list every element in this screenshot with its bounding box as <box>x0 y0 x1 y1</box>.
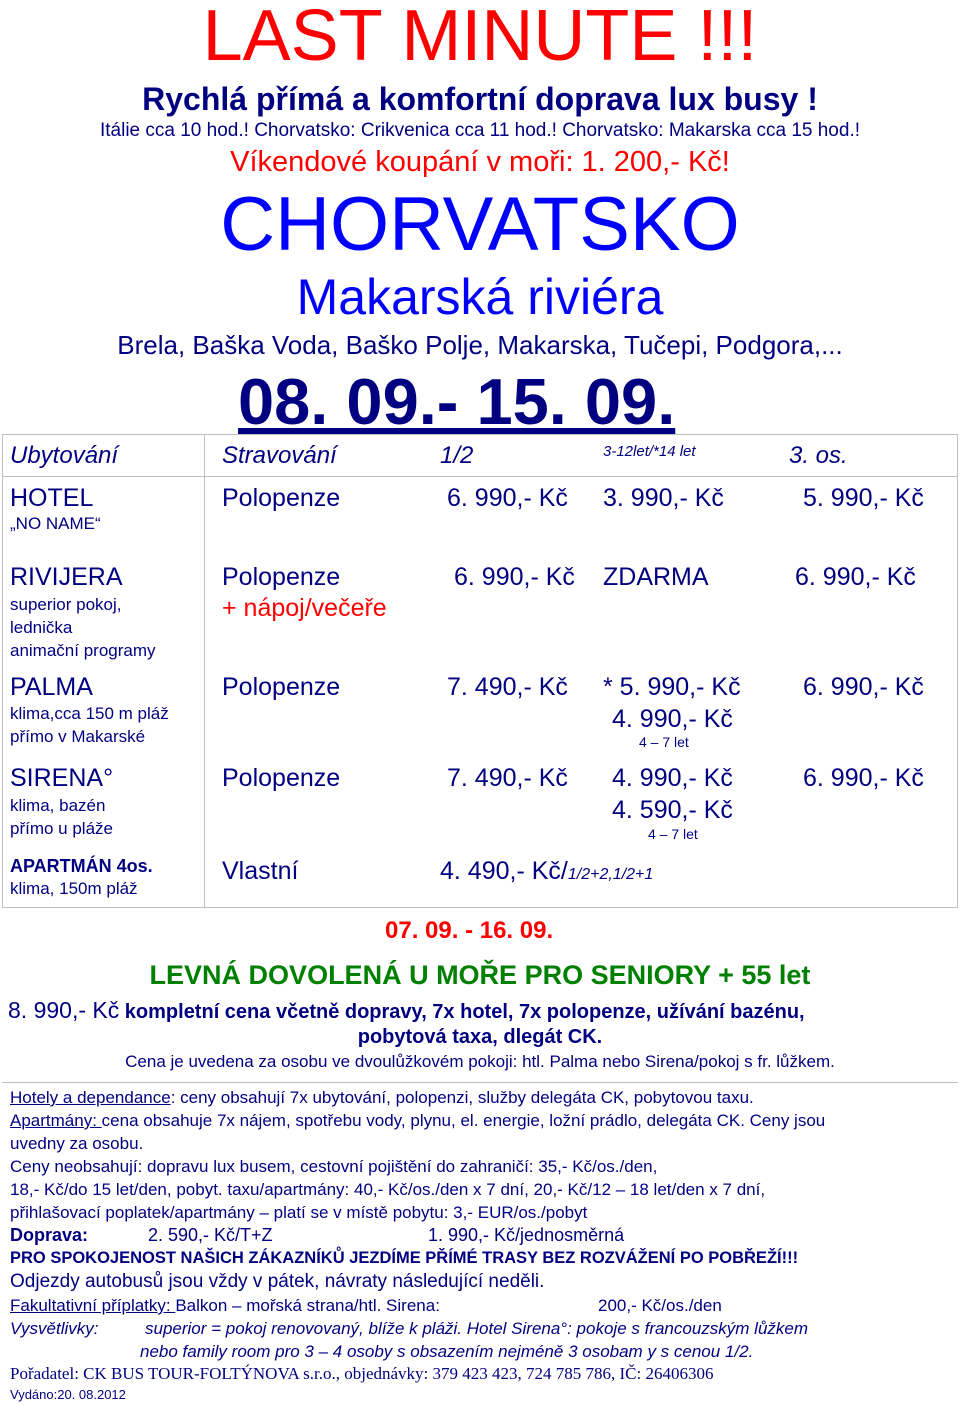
third-price-rivijera: 6. 990,- Kč <box>795 563 916 591</box>
hotel-desc-sirena: klima, bazén přímo u pláže <box>10 796 113 838</box>
child-price-rivijera: ZDARMA <box>603 563 709 591</box>
transport-oneway: 1. 990,- Kč/jednosměrná <box>428 1225 625 1245</box>
child-note-sirena: 4 – 7 let <box>648 826 698 842</box>
issued-date: Vydáno:20. 08.2012 <box>10 1387 126 1402</box>
third-price-noname: 5. 990,- Kč <box>803 484 924 512</box>
places-list: Brela, Baška Voda, Baško Polje, Makarska, Tučepi, Podgora,... <box>117 330 843 360</box>
apartment-name: APARTMÁN 4os. <box>10 856 153 876</box>
subtitle: Rychlá přímá a komfortní doprava lux busy ! <box>142 81 818 117</box>
board-noname: Polopenze <box>222 484 341 512</box>
price-palma: 7. 490,- Kč <box>447 673 568 701</box>
child-note-palma: 4 – 7 let <box>639 734 689 750</box>
hotel-name-rivijera: RIVIJERA <box>10 563 123 591</box>
col-header-accommodation: Ubytování <box>10 442 119 469</box>
optional-price: 200,- Kč/os./den <box>598 1296 722 1315</box>
exclusions-2: 18,- Kč/do 15 let/den, pobyt. taxu/apartmány: 40,- Kč/os./den x 7 dní, 20,- Kč/12 – 18 let/den x 7 dní, <box>10 1180 766 1199</box>
legend-text-2: nebo family room pro 3 – 4 osoby s obsazením nejméně 3 osobam y s cenou 1/2. <box>140 1342 754 1361</box>
country-title: CHORVATSKO <box>220 182 740 267</box>
board-rivijera: Polopenze <box>222 563 341 591</box>
hotel-name-noname: HOTEL <box>10 484 94 512</box>
apartments-info: Apartmány: cena obsahuje 7x nájem, spotřebu vody, plynu, el. energie, ložní prádlo, delegáta CK. Ceny jsou <box>10 1111 826 1130</box>
senior-title: LEVNÁ DOVOLENÁ U MOŘE PRO SENIORY + 55 let <box>149 960 811 990</box>
apartments-info-2: uvedny za osobu. <box>10 1134 144 1153</box>
child-price2-palma: 4. 990,- Kč <box>612 705 733 733</box>
apartment-desc: klima, 150m pláž <box>10 879 138 898</box>
hotels-info: Hotely a dependance: ceny obsahují 7x ubytování, polopenzi, služby delegáta CK, pobytovou taxu. <box>10 1088 754 1107</box>
exclusions-3: přihlašovací poplatek/apartmány – platí se v místě pobytu: 3,- EUR/os./pobyt <box>10 1203 588 1222</box>
hotel-name-palma: PALMA <box>10 673 93 701</box>
hotel-sub-noname: „NO NAME“ <box>10 514 101 533</box>
col-header-board: Stravování <box>222 442 337 469</box>
price-sirena: 7. 490,- Kč <box>447 764 568 792</box>
col-header-half: 1/2 <box>440 442 474 469</box>
child-price-noname: 3. 990,- Kč <box>603 484 724 512</box>
col-header-child: 3-12let/*14 let <box>603 443 696 460</box>
legend-label: Vysvětlivky: <box>10 1319 99 1338</box>
child-price-palma: * 5. 990,- Kč <box>603 673 741 701</box>
third-price-palma: 6. 990,- Kč <box>803 673 924 701</box>
child-price-sirena: 4. 990,- Kč <box>612 764 733 792</box>
senior-desc2: pobytová taxa, dlegát CK. <box>357 1026 603 1048</box>
travel-times: Itálie cca 10 hod.! Chorvatsko: Crikvenica cca 11 hod.! Chorvatsko: Makarska cca 15 hod.! <box>99 120 861 141</box>
region-title: Makarská riviéra <box>296 269 664 325</box>
transport-label: Doprava: <box>10 1225 89 1245</box>
senior-note: Cena je uvedena za osobu ve dvoulůžkovém pokoji: htl. Palma nebo Sirena/pokoj s fr. lůžkem. <box>125 1052 835 1071</box>
organizer: Pořadatel: CK BUS TOUR-FOLTÝNOVA s.r.o., objednávky: 379 423 423, 724 785 786, IČ: 26406306 <box>10 1364 714 1383</box>
headline: LAST MINUTE !!! <box>202 0 758 76</box>
child-price2-sirena: 4. 590,- Kč <box>612 796 733 824</box>
exclusions-1: Ceny neobsahují: dopravu lux busem, cestovní pojištění do zahraničí: 35,- Kč/os./den, <box>10 1157 658 1176</box>
hotel-name-sirena: SIRENA° <box>10 764 114 792</box>
optional-surcharges: Fakultativní příplatky: Balkon – mořská strana/htl. Sirena: <box>10 1296 440 1315</box>
board-palma: Polopenze <box>222 673 341 701</box>
col-header-third: 3. os. <box>789 442 848 469</box>
board-apartment: Vlastní <box>222 857 299 885</box>
price-apartment: 4. 490,- Kč/1/2+2,1/2+1 <box>440 857 654 885</box>
dates-title: 08. 09.- 15. 09. <box>238 365 676 438</box>
satisfaction-note: PRO SPOKOJENOST NAŠICH ZÁKAZNÍKŮ JEZDÍME PŘÍMÉ TRASY BEZ ROZVÁŽENÍ PO POBŘEŽÍ!!! <box>10 1249 799 1267</box>
third-price-sirena: 6. 990,- Kč <box>803 764 924 792</box>
legend-text-1: superior = pokoj renovovaný, blíže k pláži. Hotel Sirena°: pokoje s francouzským lůžkem <box>145 1319 809 1338</box>
price-rivijera: 6. 990,- Kč <box>454 563 575 591</box>
senior-price-line: 8. 990,- Kč kompletní cena včetně dopravy, 7x hotel, 7x polopenze, užívání bazénu, <box>8 997 805 1023</box>
transport-roundtrip: 2. 590,- Kč/T+Z <box>148 1225 273 1245</box>
senior-dates: 07. 09. - 16. 09. <box>385 917 554 944</box>
hotel-desc-palma: klima,cca 150 m pláž přímo v Makarské <box>10 704 169 746</box>
price-noname: 6. 990,- Kč <box>447 484 568 512</box>
board-extra-rivijera: + nápoj/večeře <box>222 594 387 622</box>
weekend-offer: Víkendové koupání v moři: 1. 200,- Kč! <box>230 146 730 178</box>
hotel-desc-rivijera: superior pokoj, lednička animační programy <box>10 595 156 660</box>
board-sirena: Polopenze <box>222 764 341 792</box>
departures-note: Odjezdy autobusů jsou vždy v pátek, návraty následující neděli. <box>10 1271 545 1292</box>
